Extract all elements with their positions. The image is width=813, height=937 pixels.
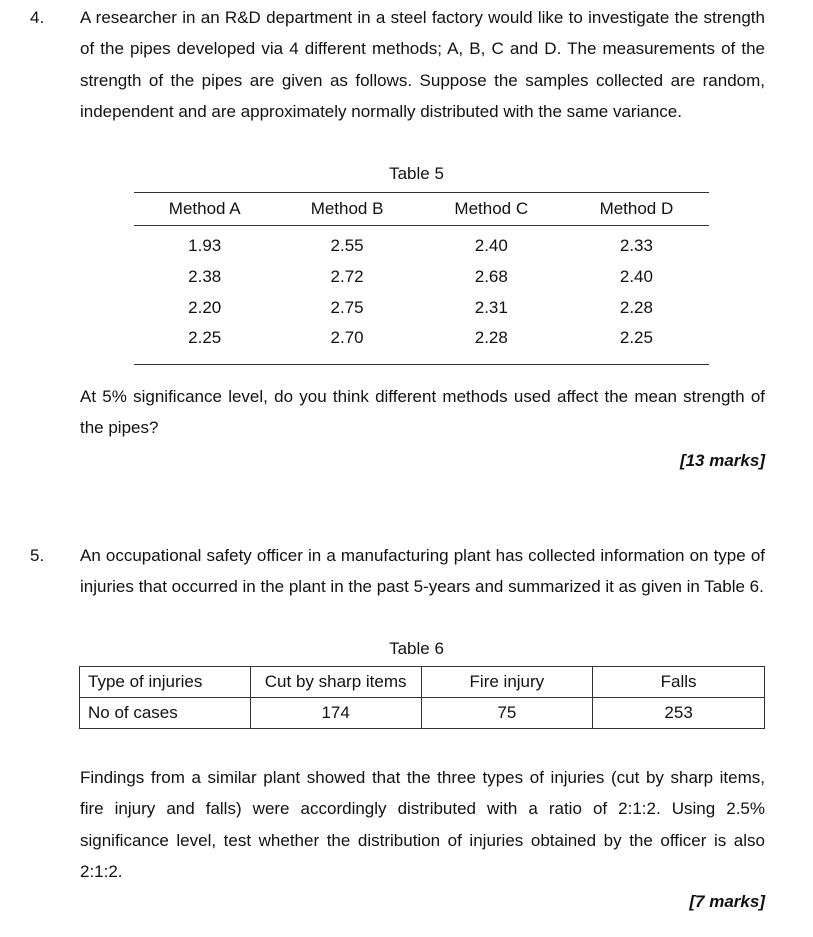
table-cell: 2.33 — [619, 235, 653, 255]
table-cell-label: No of cases — [80, 698, 251, 729]
table-5-header-method-c: Method C — [419, 193, 564, 226]
table-cell: 2.40 — [619, 266, 653, 286]
table-cell: 2.68 — [474, 266, 508, 286]
table-cell: Fire injury — [421, 667, 593, 698]
question-4-marks: [13 marks] — [679, 451, 765, 470]
table-5-header-method-b: Method B — [275, 193, 418, 226]
table-cell: 2.31 — [474, 298, 508, 318]
table-5-header-method-a: Method A — [134, 193, 275, 226]
table-cell: 75 — [421, 698, 593, 729]
table-cell: 174 — [250, 698, 421, 729]
table-cell: 2.40 — [474, 235, 508, 255]
question-4-intro: A researcher in an R&D department in a steel factory would like to investigate the strength of the pipes developed via 4 different methods; A, B, C and D. The measurements of the strength of the pipes are given as follows. Suppose the samples collected are random, independent and are approximately normally distributed with the same variance. — [80, 8, 765, 121]
table-6-caption: Table 6 — [389, 639, 444, 658]
table-6 — [79, 666, 765, 729]
table-row — [80, 698, 765, 729]
table-cell: 2.25 — [134, 324, 275, 365]
table-row — [134, 293, 709, 324]
table-cell: 253 — [593, 698, 765, 729]
question-4-prompt: At 5% significance level, do you think different methods used affect the mean strength of the pipes? — [80, 387, 765, 438]
table-5 — [134, 192, 709, 365]
table-cell: 2.38 — [188, 266, 222, 286]
table-cell-label: Type of injuries — [80, 667, 251, 698]
table-cell: 2.55 — [330, 235, 364, 255]
table-row — [134, 261, 709, 292]
question-4-number: 4. — [30, 8, 45, 27]
table-row — [134, 324, 709, 365]
question-5-prompt: Findings from a similar plant showed that the three types of injuries (cut by sharp items, fire injury and falls) were accordingly distributed with a ratio of 2:1:2. Using 2.5% significance level, test whether the distribution of injuries obtained by the officer is also 2:1:2. — [80, 768, 765, 881]
table-5-caption: Table 5 — [389, 164, 444, 183]
table-row — [134, 226, 709, 262]
table-5-header-row — [134, 193, 709, 226]
table-cell: Cut by sharp items — [250, 667, 421, 698]
table-row — [80, 667, 765, 698]
table-5-header-method-d: Method D — [564, 193, 709, 226]
table-cell: 1.93 — [188, 235, 222, 255]
question-5-marks: [7 marks] — [689, 892, 765, 911]
table-cell: 2.72 — [330, 266, 364, 286]
table-cell: 2.28 — [619, 298, 653, 318]
table-cell: 2.25 — [564, 324, 709, 365]
table-cell: 2.75 — [330, 298, 364, 318]
table-cell: 2.70 — [275, 324, 418, 365]
question-5-intro: An occupational safety officer in a manufacturing plant has collected information on type of injuries that occurred in the plant in the past 5-years and summarized it as given in Table 6. — [80, 546, 765, 597]
question-5-number: 5. — [30, 546, 45, 565]
table-cell: Falls — [593, 667, 765, 698]
table-cell: 2.20 — [188, 298, 222, 318]
table-cell: 2.28 — [419, 324, 564, 365]
